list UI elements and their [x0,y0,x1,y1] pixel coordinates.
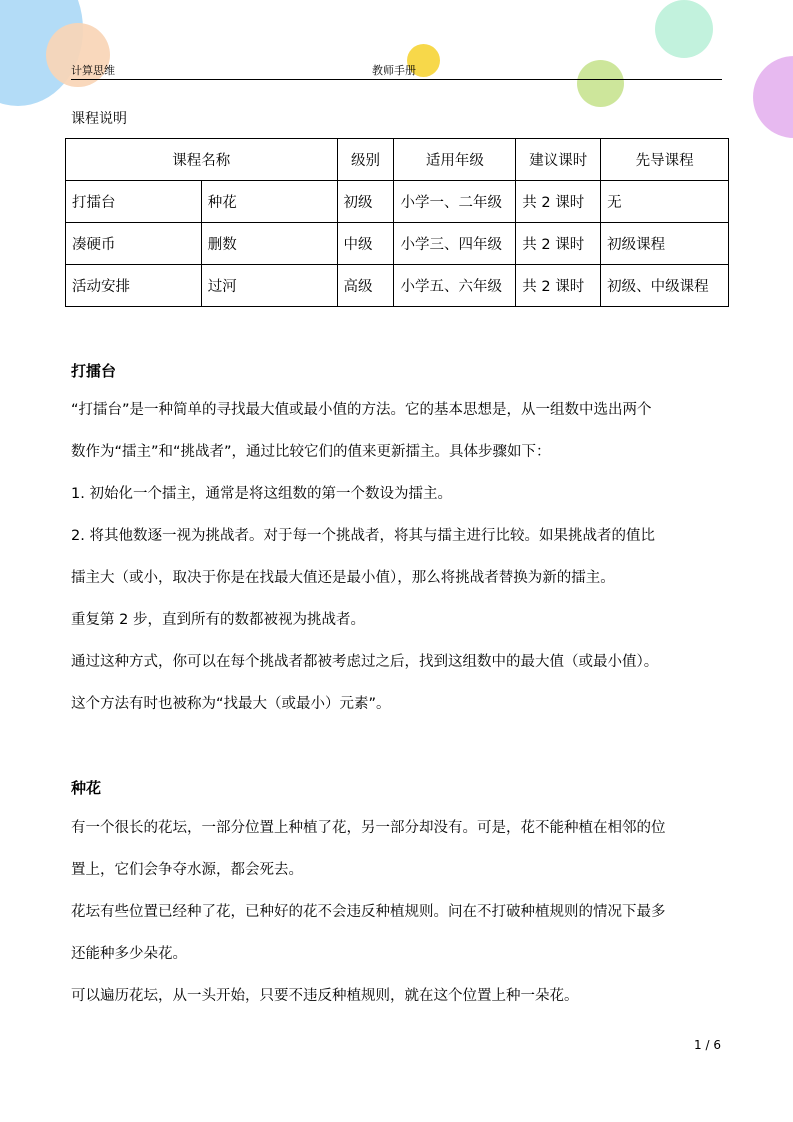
table-cell: 删数 [201,223,337,265]
paragraph-line: 重复第 2 步，直到所有的数都被视为挑战者。 [71,612,365,628]
table-header-cell: 课程名称 [66,139,338,181]
table-cell: 高级 [337,265,394,307]
table-header-cell: 级别 [337,139,394,181]
section-title-zhonghua: 种花 [71,779,102,797]
table-cell: 小学三、四年级 [394,223,516,265]
table-cell: 初级 [337,181,394,223]
paragraph-line: “打擂台”是一种简单的寻找最大值或最小值的方法。它的基本思想是，从一组数中选出两个 [71,402,652,418]
table-row [66,223,729,265]
table-row [66,265,729,307]
section-label: 课程说明 [71,111,127,127]
paragraph-line: 数作为“擂主”和“挑战者”，通过比较它们的值来更新擂主。具体步骤如下： [71,444,551,460]
table-row [66,181,729,223]
paragraph-line: 1. 初始化一个擂主，通常是将这组数的第一个数设为擂主。 [71,486,452,502]
decor-circle-purple [753,56,793,138]
table-cell: 初级、中级课程 [601,265,729,307]
table-cell: 初级课程 [601,223,729,265]
paragraph-line: 通过这种方式，你可以在每个挑战者都被考虑过之后，找到这组数中的最大值（或最小值）。 [71,654,659,670]
table-cell: 过河 [201,265,337,307]
paragraph-line: 置上，它们会争夺水源，都会死去。 [71,862,303,878]
table-header-row [66,139,729,181]
table-cell: 凑硬币 [66,223,202,265]
paragraph-line: 2. 将其他数逐一视为挑战者。对于每一个挑战者，将其与擂主进行比较。如果挑战者的值比 [71,528,655,544]
table-cell: 打擂台 [66,181,202,223]
decor-circle-mint [655,0,713,58]
paragraph-line: 有一个很长的花坛，一部分位置上种植了花，另一部分却没有。可是，花不能种植在相邻的位 [71,820,666,836]
table-header-cell: 建议课时 [516,139,601,181]
table-cell: 活动安排 [66,265,202,307]
header-center: 教师手册 [372,64,416,77]
table-cell: 共 2 课时 [516,181,601,223]
course-table [65,138,729,307]
paragraph-line: 还能种多少朵花。 [71,946,187,962]
table-header-cell: 先导课程 [601,139,729,181]
section-title-dalei: 打擂台 [71,362,117,380]
table-cell: 无 [601,181,729,223]
table-cell: 小学五、六年级 [394,265,516,307]
page-header [71,62,722,80]
section-body-dalei [71,389,723,725]
paragraph-line: 这个方法有时也被称为“找最大（或最小）元素”。 [71,696,391,712]
section-body-zhonghua [71,807,723,1017]
table-cell: 中级 [337,223,394,265]
table-header-cell: 适用年级 [394,139,516,181]
table-cell: 小学一、二年级 [394,181,516,223]
table-cell: 种花 [201,181,337,223]
paragraph-line: 可以遍历花坛，从一头开始，只要不违反种植规则，就在这个位置上种一朵花。 [71,988,579,1004]
header-left: 计算思维 [71,64,115,77]
table-cell: 共 2 课时 [516,265,601,307]
table-cell: 共 2 课时 [516,223,601,265]
paragraph-line: 花坛有些位置已经种了花，已种好的花不会违反种植规则。问在不打破种植规则的情况下最多 [71,904,666,920]
paragraph-line: 擂主大（或小，取决于你是在找最大值还是最小值），那么将挑战者替换为新的擂主。 [71,570,615,586]
page-number: 1 / 6 [694,1038,721,1052]
